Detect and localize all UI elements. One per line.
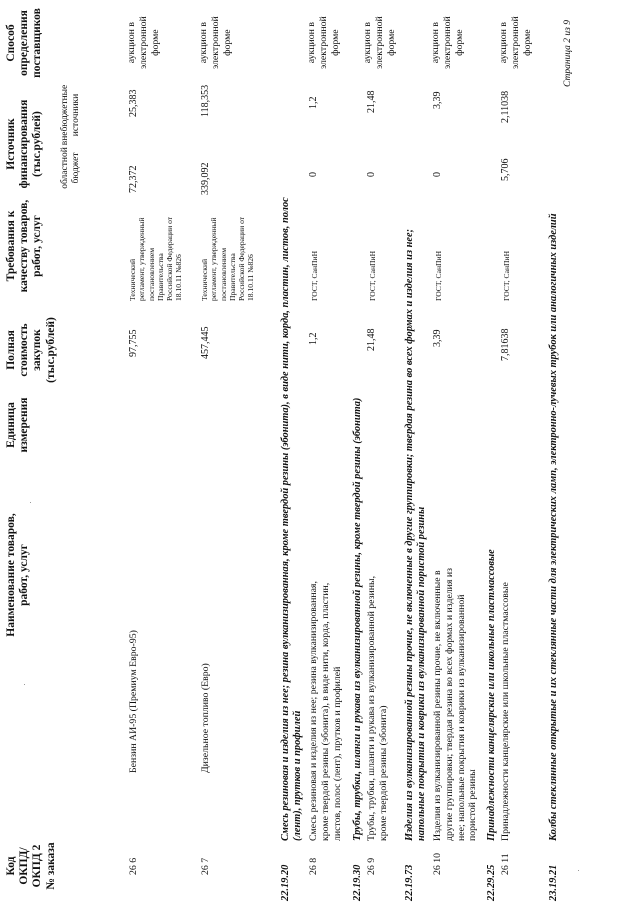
row-cost: 21,48 bbox=[366, 328, 377, 351]
group-title: Смесь резиновая и изделия из нее; резина вулканизированная, кроме твердой резины (эбонита), в виде нити, корда, пластин, листов, полос (лент), прутков и профилей bbox=[280, 197, 304, 841]
row-offbudget: 1,2 bbox=[308, 96, 319, 109]
row-cost: 3,39 bbox=[432, 329, 443, 347]
row-method: аукцион в электронной форме bbox=[198, 16, 233, 69]
group-code: 22.19.20 bbox=[280, 864, 291, 901]
group-title: Изделия из вулканизированной резины прочие, не включенные в другие группировки; твердая резина во всех формах и изделия из нее; напольные покрытия и коврики из вулканизированной пористой резины bbox=[404, 228, 428, 841]
group-code: 22.19.73 bbox=[404, 864, 415, 901]
header-regional-budget: областной бюджет bbox=[60, 147, 81, 189]
scan-speck bbox=[24, 684, 25, 685]
row-method: аукцион в электронной форме bbox=[126, 16, 161, 69]
row-budget: 0 bbox=[308, 172, 319, 177]
row-budget: 5,706 bbox=[500, 158, 511, 181]
row-cost: 457,445 bbox=[200, 326, 211, 359]
group-code: 22.19.30 bbox=[352, 864, 363, 901]
row-name: Смесь резиновая и изделия из нее; резина вулканизированная, кроме твердой резины (эбонита), в виде нити, корда, пластин, листов, полос (лент), прутков и профилей bbox=[308, 581, 343, 841]
row-method: аукцион в электронной форме bbox=[362, 16, 397, 69]
row-cost: 7,81638 bbox=[500, 328, 511, 361]
row-offbudget: 118,353 bbox=[200, 84, 211, 117]
row-cost: 97,755 bbox=[128, 329, 139, 357]
header-unit: Единица измерения bbox=[5, 397, 31, 453]
row-requirements: Технический регламент, утвержденный постановлением Правительства Российской Федерации от 18.10.11 №826 bbox=[128, 216, 184, 301]
row-code: 26 11 bbox=[500, 853, 511, 875]
row-method: аукцион в электронной форме bbox=[498, 16, 533, 69]
row-budget: 0 bbox=[366, 172, 377, 177]
row-requirements: ГОСТ, СанПиН bbox=[502, 250, 511, 301]
group-title: Принадлежности канцелярские или школьные пластмассовые bbox=[486, 549, 497, 841]
row-name: Принадлежности канцелярские или школьные пластмассовые bbox=[500, 582, 511, 841]
row-code: 26 8 bbox=[308, 857, 319, 875]
row-name: Изделия из вулканизированной резины прочие, не включенные в другие группировки; твердая резина во всех формах и изделия из нее; напольные покрытия и коврики из вулканизированной пористой резины bbox=[432, 568, 479, 841]
group-title: Трубы, трубки, шланги и рукава из вулканизированной резины, кроме твердой резины (эбонита) bbox=[352, 397, 363, 841]
page-number: Страница 2 из 9 bbox=[563, 20, 573, 87]
scan-speck bbox=[30, 502, 31, 503]
row-code: 26 7 bbox=[200, 857, 211, 875]
row-method: аукцион в электронной форме bbox=[430, 16, 465, 69]
row-name: Трубы, трубки, шланги и рукава из вулканизированной резины, кроме твердой резины (эбонита) bbox=[366, 575, 389, 841]
header-offbudget: внебюджетные источники bbox=[60, 84, 81, 146]
header-requirements: Требования к качеству товаров, работ, услуг bbox=[5, 199, 44, 293]
row-code: 26 10 bbox=[432, 852, 443, 875]
row-requirements: ГОСТ, СанПиН bbox=[310, 250, 319, 301]
header-code: Код ОКПД/ ОКПД 2 № заказа bbox=[5, 842, 57, 890]
row-offbudget: 25,383 bbox=[128, 89, 139, 117]
row-cost: 1,2 bbox=[308, 332, 319, 345]
row-code: 26 9 bbox=[366, 857, 377, 875]
group-code: 23.19.21 bbox=[548, 864, 559, 901]
row-name: Бензин АИ-95 (Премиум Евро-95) bbox=[128, 630, 139, 773]
row-method: аукцион в электронной форме bbox=[306, 16, 341, 69]
row-name: Дизельное топливо (Евро) bbox=[200, 663, 211, 773]
scan-speck bbox=[578, 870, 579, 871]
row-budget: 0 bbox=[432, 172, 443, 177]
row-budget: 72,372 bbox=[128, 165, 139, 193]
header-method: Способ определения поставщиков bbox=[5, 8, 44, 78]
row-requirements: Технический регламент, утвержденный постановлением Правительства Российской Федерации от 18.10.11 №826 bbox=[200, 216, 256, 301]
header-name: Наименование товаров, работ, услуг bbox=[5, 513, 31, 637]
header-source: Источник финансирования (тыс.рублей) bbox=[5, 99, 44, 189]
group-title: Колбы стеклянные открытые и их стеклянные части для электрических ламп, электронно-лучевых трубок или аналогичных изделий bbox=[548, 213, 559, 841]
row-offbudget: 21,48 bbox=[366, 90, 377, 113]
row-requirements: ГОСТ, СанПиН bbox=[368, 250, 377, 301]
header-full-cost: Полная стоимость закупок (тыс.рублей) bbox=[5, 317, 57, 383]
row-requirements: ГОСТ, СанПиН bbox=[434, 250, 443, 301]
row-offbudget: 3,39 bbox=[432, 91, 443, 109]
row-budget: 339,092 bbox=[200, 162, 211, 195]
group-code: 22.29.25 bbox=[486, 864, 497, 901]
row-offbudget: 2,11038 bbox=[500, 90, 511, 123]
row-code: 26 6 bbox=[128, 857, 139, 875]
